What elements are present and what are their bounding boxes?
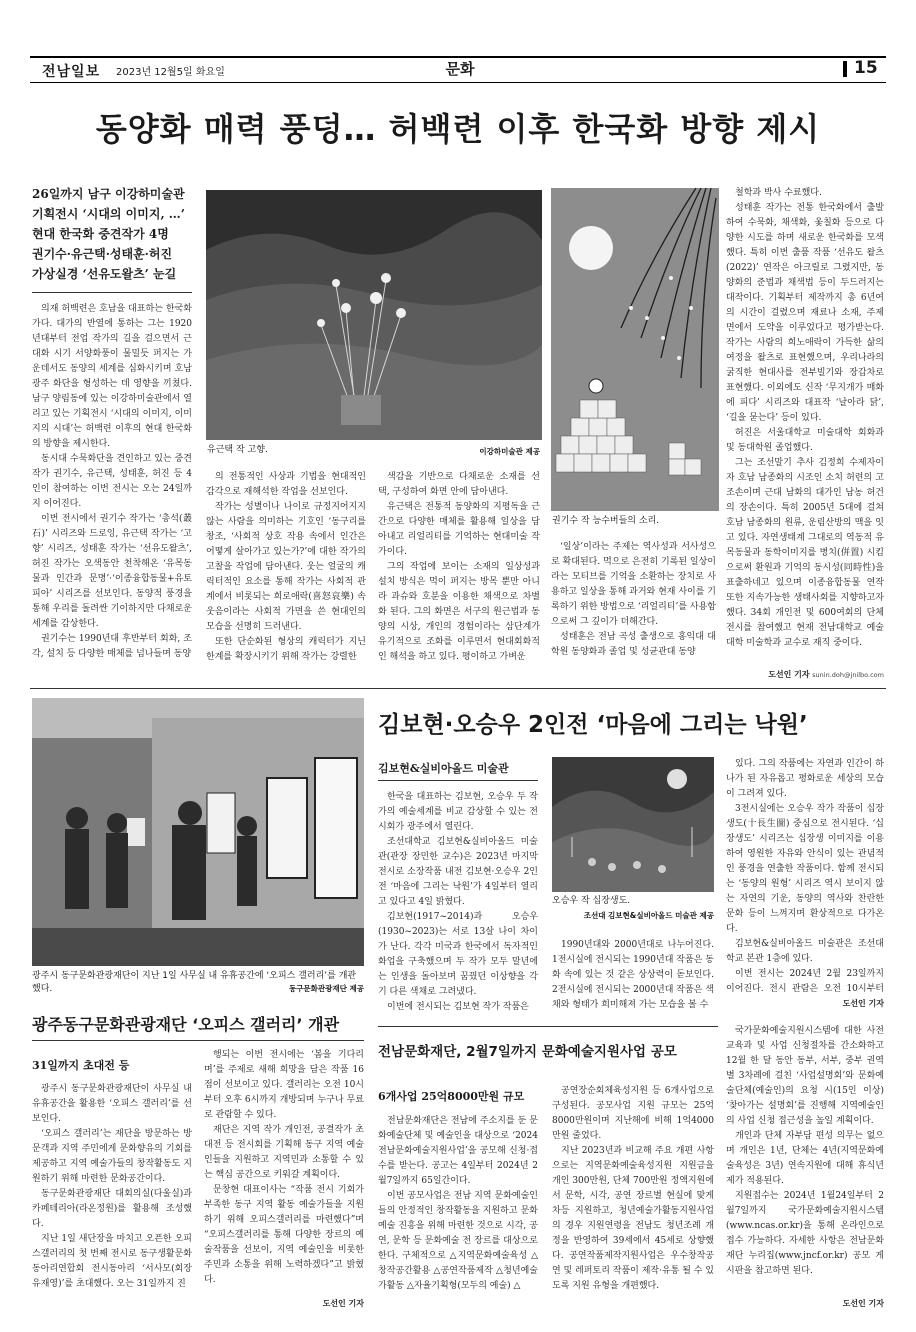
paragraph: 지원접수는 2024년 1월24일부터 2월7일까지 국가문화예술지원시스템(www.ncas.or.kr)을 통해 온라인으로 접수 가능하다. 자세한 사항은 전남문화재단 누리집(www.jncf.or.kr) 공모 게시판을 참고하면 된다. bbox=[726, 1191, 884, 1276]
deck-line: 권기수·유근택·성태훈·허진 bbox=[32, 247, 173, 261]
paragraph: 국가문화예술지원시스템에 대한 사전교육과 및 사업 신청절차를 간소화하고 12월 한 달 동안 동부, 서부, 중부 권역별 3차례에 걸친 ‘사업설명회’와 문화예술단체(예술인)의 요청 시(15인 이상) ‘찾아가는 설명회’를 진행해 지역예술인의 사업 신청 접근성을 높일 계획이다. bbox=[726, 1026, 884, 1126]
photo1-credit: 이강하미술관 제공 bbox=[479, 447, 540, 456]
ten-longevity-painting-photo bbox=[552, 757, 714, 892]
paragraph: 성태훈은 전남 곡성 출생으로 홍익대 대학원 동양화과 졸업 및 성균관대 동양 bbox=[551, 632, 716, 657]
paragraph: 한국을 대표하는 김보현, 오승우 두 작가의 예술세계를 비교 감상할 수 있는 전시회가 광주에서 열린다. bbox=[378, 792, 538, 832]
article3-byline: 도선인 기자 bbox=[322, 1299, 364, 1308]
paragraph: 그의 작업에 보이는 소재의 일상성과 설치 방식은 먹이 퍼지는 방목 뿐만 아니라 과슈와 호분을 이용한 채색으로 차별화 된다. 그의 화면은 서구의 원근법과 동양의 시상, 개인의 경험이라는 삼단계가 유기적으로 조화를 이루면서 현대회화적인 해석을 하고 있다. 평이하고 가벼운 bbox=[378, 562, 540, 662]
paragraph: 1990년대와 2000년대로 나누어진다. 1전시실에 전시되는 1990년대 작품은 동화 속에 있는 것 같은 상상력이 돋보인다. 2전시실에 전시되는 2000년대 작품은 색채와 형태가 희미해져 가는 모습을 볼 수 bbox=[552, 940, 714, 1010]
article3-rule bbox=[32, 1040, 364, 1041]
paragraph: 동시대 수묵화단을 견인하고 있는 중견작가 권기수, 유근택, 성태훈, 허진 등 4인이 참여하는 이번 전시는 오는 24일까지 이어진다. bbox=[32, 454, 192, 509]
paragraph: 이번 공모사업은 전남 지역 문화예술인들의 안정적인 창작활동을 지원하고 문화예술 진흥을 위해 마련한 것으로 시각, 공연, 문학 등 문화예술 전 장르를 대상으로 한다. 구체적으로 △지역문화예술육성 △창작공간활용 △공연작품제작 △청년예술가활동 △자율기획형(모두의 예술) △ bbox=[378, 1191, 538, 1291]
office-gallery-photo bbox=[32, 698, 364, 966]
section-name: 문화 bbox=[445, 60, 475, 78]
paragraph: 있다. 그의 작품에는 자연과 인간이 하나가 된 자유롭고 평화로운 세상의 모습이 그려져 있다. bbox=[726, 759, 884, 799]
masthead: 전남일보 bbox=[42, 64, 101, 80]
paragraph: 이번 전시에서 권기수 작가는 ‘총석(叢石)’ 시리즈와 드로잉, 유근택 작가는 ‘고향’ 시리즈, 성태훈 작가는 ‘선유도왈츠’, 허진 작가는 오색동안 천착해온 ‘유목동물과 인간과 문명’·‘이종융합동물+유토피아’ 시리즈를 선보인다. 동양적 풍경을 통해 우리를 돌려싼 기이하지만 다채로운 세계를 감상한다. bbox=[32, 514, 192, 629]
article2-column-1 bbox=[378, 790, 538, 1018]
article1-column-2 bbox=[206, 470, 366, 688]
header-bottom-rule bbox=[30, 82, 886, 83]
paragraph: 성태훈 작가는 전통 한국화에서 출발하여 수묵화, 채색화, 옻칠화 등으로 다양한 시도를 하며 새로운 한국화를 모색했다. 특히 이번 출품 작품 ‘선유도 왈츠(2022)’ 연작은 아크릴로 그렸지만, 동양화의 준법과 채색법 등이 두드러지는 대작이다. 기획부터 제작까지 총 6년여의 시간이 걸렸으며 재료나 소재, 주제 면에서 도약을 이루었다고 평가받는다. 작가는 사람의 희노애락이 가득한 삶의 여정을 왈츠로 표현했으며, 우리나라의 굵직한 현대사를 전부빌기와 장갑차로 표현했다. 이외에도 신작 ‘무지개가 매화에 피다’ 시리즈와 대표작 ‘날아라 닭’, ‘길을 묻는다’ 등이 있다. bbox=[726, 203, 884, 423]
deck-line: 26일까지 남구 이강하미술관 bbox=[32, 187, 185, 201]
deck-divider bbox=[32, 292, 192, 293]
article4-column-1 bbox=[378, 1114, 538, 1314]
article-divider bbox=[30, 688, 886, 689]
paragraph: 작가는 성별이나 나이로 규정지어지지 않는 사람을 의미하는 기호인 ‘동구리를 창조, ‘사회적 상호 작용 속에서 인간은 어떻게 살아가고 있는가?’에 대한 작가의 고찰을 작업에 담아낸다. 웃는 얼굴의 캐릭터적인 요소를 통해 작가는 사회적 관계에서 비롯되는 희로애락(喜怒哀樂) 속 웃음이라는 사회적 가면을 쓴 현대인의 모습을 선명히 드러낸다. bbox=[206, 502, 366, 632]
paragraph: 김보현&실비아올드 미술관은 조선대학교 본관 1층에 있다. bbox=[726, 939, 884, 964]
painting-hometown-photo bbox=[206, 190, 542, 440]
paragraph: 광주시 동구문화관광재단이 사무실 내 유휴공간을 활용한 ‘오피스 갤러리’를 선보인다. bbox=[32, 1084, 192, 1124]
article4-top-rule bbox=[378, 1026, 718, 1027]
paragraph: 행되는 이번 전시에는 ‘봄을 기다리며’를 주제로 새해 희망을 담은 작품 16점이 선보이고 있다. 갤러리는 오전 10시부터 오후 6시까지 개방되며 누구나 무료로 관람할 수 있다. bbox=[204, 1050, 364, 1120]
photo2-caption: 권기수 작 능수버들의 소리. bbox=[552, 516, 660, 526]
article4-column-3 bbox=[726, 1024, 884, 1296]
article3-headline: 광주동구문화관광재단 ‘오피스 갤러리’ 개관 bbox=[32, 1015, 340, 1034]
paragraph: 의재 허백련은 호남을 대표하는 한국화가다. 대가의 반열에 통하는 그는 1920년대부터 전업 작가의 길을 걸으면서 근대화 시기 서양화풍이 물밀듯 퍼지는 가운데서도 동양의 세계를 심화시키며 호남 광주 화단을 형성하는 데 영향을 끼쳤다. 남구 양림동에 있는 이강하미술관에서 열리고 있는 기획전시 ‘시대의 이미지, 이미지의 시대’는 허백련 이후의 현대 한국화의 방향을 제시한다. bbox=[32, 304, 192, 449]
article2-headline: 김보현·오승우 2인전 ‘마음에 그리는 낙원’ bbox=[378, 712, 808, 738]
article1-column-4 bbox=[551, 540, 716, 688]
paragraph: 의 전통적인 사상과 기법을 현대적인 감각으로 재해석한 작업을 선보인다. bbox=[206, 472, 366, 497]
painting-hometown-image bbox=[206, 190, 542, 440]
article2-subhead: 김보현&실비아올드 미술관 bbox=[378, 762, 509, 775]
caption-text: 광주시 동구문화관광재단이 지난 1일 사무실 내 유휴공간에 ‘오피스 갤러리’를 개관했다. bbox=[32, 971, 357, 994]
issue-date: 2023년 12월5일 화요일 bbox=[116, 67, 225, 78]
paragraph: 개인과 단체 자부담 편성 의무는 없으며 개인은 1년, 단체는 4년(지역문화예술육성은 3년) 연속지원에 대해 휴식년제가 적용된다. bbox=[726, 1131, 884, 1186]
article1-column-5 bbox=[726, 186, 884, 664]
deck-line: 가상실경 ‘선유도왈츠’ 눈길 bbox=[32, 267, 177, 281]
paragraph: 색감을 기반으로 다채로운 소재를 선택, 구성하여 화면 안에 담아낸다. bbox=[378, 472, 540, 497]
paragraph: 문창현 대표이사는 “작품 전시 기회가 부족한 동구 지역 활동 예술가들을 지원하기 위해 오피스갤러리를 마련했다”며 “오피스갤러리를 통해 다양한 장르의 예술작품을 선보이, 지역 예술인을 비롯한 주민과 소통을 위해 노력하겠다”고 밝혔다. bbox=[204, 1185, 364, 1285]
article2-byline: 도선인 기자 bbox=[842, 999, 884, 1008]
paragraph: 전남문화재단은 전남에 주소지를 둔 문화예술단체 및 예술인을 대상으로 ‘2024 전남문화예술지원사업’을 공모해 신청·접수를 받는다. 공고는 4일부터 2024년 2월7일까지 65일간이다. bbox=[378, 1116, 538, 1186]
article2-column-2 bbox=[552, 938, 714, 1018]
paragraph: 그는 조선말기 추사 김정희 수제자이자 호남 남종화의 시조인 소치 허련의 고조손이며 근대 남화의 대가인 남농 허건의 장손이다. 특히 2005년 5대에 걸쳐 호남 남종화의 원류, 운림산방의 맥을 잇고 있다. 자연생태계 그대로의 역동적 유목동물과 동학이미지를 병치(倂置) 시킴으로써 환원과 기억의 동시성(同時性)을 표출하네고 있으며 이종융합동물 연작 또한 지속가능한 생태사회를 지향하고자 했다. 34회 개인전 및 600여회의 단체전시를 참여했고 현재 전남대학교 예술대학 미술학과 교수로 재직 중이다. bbox=[726, 458, 884, 648]
paragraph: 재단은 지역 작가 개인전, 공결작가 초대전 등 전시회를 기획해 동구 지역 예술인들을 지원하고 지역민과 소통할 수 있는 핵심 공간으로 키워갈 계획이다. bbox=[204, 1125, 364, 1180]
article1-column-3 bbox=[378, 470, 540, 688]
photo1-caption: 유근택 작 고향. bbox=[207, 445, 268, 455]
deck-line: 기획전시 ‘시대의 이미지, …’ bbox=[32, 207, 185, 221]
paragraph: 동구문화관광재단 대회의실(다울실)과 카페테리아(라온정원)를 활용해 조성했다. bbox=[32, 1189, 192, 1229]
subhead-rule bbox=[378, 780, 538, 781]
paragraph: 조선대학교 김보현&실비아올드 미술관(관장 장민한 교수)은 2023년 마지막 전시로 소장작품 내전 김보현·오승우 2인전 ‘마음에 그리는 낙원’가 4일부터 열리고 있다고 4일 밝혔다. bbox=[378, 837, 538, 907]
article1-column-1 bbox=[32, 302, 192, 688]
paragraph: 지난 2023년과 비교해 주요 개편 사항으로는 지역문화예술육성지원 지원금을 개인 300만원, 단체 700만원 정액지원에서 문학, 시각, 공연 장르별 현실에 맞게 차등 지원하고, 청년예술가활동지원사업의 경우 지원연령을 전남도 청년조례 개정을 반영하여 39세에서 45세로 상향했다. 공연작품제작지원사업은 우수창작공연 및 레퍼토리 작품이 제작·유통 될 수 있도록 지원 유형을 개편했다. bbox=[552, 1146, 714, 1291]
article2-photo-caption: 오승우 작 십장생도. bbox=[552, 896, 631, 906]
page-number: 15 bbox=[854, 58, 878, 78]
article2-photo-credit: 조선대 김보현&실비아올드 미술관 제공 bbox=[583, 911, 714, 920]
paragraph: 권기수는 1990년대 후반부터 회화, 조각, 설치 등 다양한 매체를 넘나들며 동양 bbox=[32, 634, 192, 659]
paragraph: 이번 전시는 2024년 2월 23일까지 이어진다. 전시 관람은 오전 10시부터 bbox=[726, 969, 884, 994]
article3-column-1 bbox=[32, 1082, 192, 1310]
paragraph: 김보현(1917~2014)과 오승우(1930~2023)는 서로 13살 나이 차이가 난다. 각각 미국과 한국에서 독자적인 화업을 구축했으며 두 작가 모두 말년에는 인생을 돌아보며 꿈꿨던 이상향을 각기 다른 색채로 그려냈다. bbox=[378, 912, 538, 997]
article3-subhead: 31일까지 초대전 등 bbox=[32, 1059, 130, 1072]
paragraph: 이번에 전시되는 김보현 작가 작품은 bbox=[387, 1002, 529, 1012]
paragraph: 유근택은 전통적 동양화의 지평독을 근간으로 다양한 매체를 활용해 일상을 담아내고 리얼리티를 기억하는 현대미술 작가이다. bbox=[378, 502, 540, 557]
paragraph: ‘오피스 갤러리’는 재단을 방문하는 방문객과 지역 주민에게 문화향유의 기회를 제공하고 지역 예술가들의 창작활동도 지원하기 위해 마련한 문화공간이다. bbox=[32, 1129, 192, 1184]
painting-willow-image bbox=[551, 188, 719, 511]
paragraph: 철학과 박사 수료했다. bbox=[735, 188, 822, 198]
paragraph: 허진은 서울대학교 미술대학 회화과 및 동대학원 졸업했다. bbox=[726, 428, 884, 453]
ten-longevity-painting-image bbox=[552, 757, 714, 892]
article1-byline bbox=[726, 669, 884, 680]
article4-subhead: 6개사업 25억8000만원 규모 bbox=[378, 1090, 525, 1103]
deck-line: 현대 한국화 중견작가 4명 bbox=[32, 227, 169, 241]
byline-name: 도선인 기자 bbox=[768, 670, 810, 679]
caption-credit: 동구문화관광재단 제공 bbox=[288, 984, 364, 993]
article3-photo-caption bbox=[32, 970, 364, 996]
paragraph: 또한 단순화된 형상의 캐릭터가 지닌 한계를 확장시키기 위해 작가는 강렬한 bbox=[206, 637, 366, 662]
article3-column-2 bbox=[204, 1048, 364, 1296]
byline-email: sunin.doh@jnilbo.com bbox=[812, 671, 884, 679]
page-marker bbox=[843, 61, 847, 77]
paragraph: ‘일상’이라는 주제는 역사성과 서사성으로 확대된다. 먹으로 은전히 기록된 일상이라는 모티브를 기억을 소환하는 장치로 사용하고 일상을 통해 과거와 현재 사이를 기록하기 위한 방법으로 ‘리얼리티’를 사용함으로써 그 깊이가 더해간다. bbox=[551, 542, 716, 627]
painting-willow-photo bbox=[551, 188, 719, 511]
article1-headline: 동양화 매력 풍덩… 허백련 이후 한국화 방향 제시 bbox=[95, 110, 821, 148]
paragraph: 지난 1일 새단장을 마치고 오픈한 오피스갤러리의 첫 번째 전시로 동구생활문화동아리연합회 전시동아리 ‘서사모(회장 유재영)’를 초대했다. 오는 31일까지 진 bbox=[32, 1234, 192, 1289]
paragraph: 공연장순회체육성지원 등 6개사업으로 구성된다. 공모사업 지원 규모는 25억8000만원이며 지난해에 비해 1억4000만원 줄었다. bbox=[552, 1086, 714, 1141]
article4-headline: 전남문화재단, 2월7일까지 문화예술지원사업 공모 bbox=[378, 1044, 677, 1060]
article2-column-3 bbox=[726, 757, 884, 997]
paragraph: 3전시실에는 오승우 작가 작품이 십장생도(十長生圖) 중심으로 전시된다. ‘십장생도’ 시리즈는 십장생 이미지를 이용하여 영원한 자유와 안식이 있는 관념적인 풍경을 연출한 작품이다. 함께 전시되는 ‘동양의 원형’ 시리즈 역시 보이지 않는 자연의 기운, 동양의 역사와 찬란한 문화 등이 느껴지며 환상적으로 다가온다. bbox=[726, 804, 884, 934]
article4-byline: 도선인 기자 bbox=[842, 1299, 884, 1308]
office-gallery-image bbox=[32, 698, 364, 966]
article4-column-2 bbox=[552, 1084, 714, 1314]
article1-deck bbox=[32, 184, 200, 284]
